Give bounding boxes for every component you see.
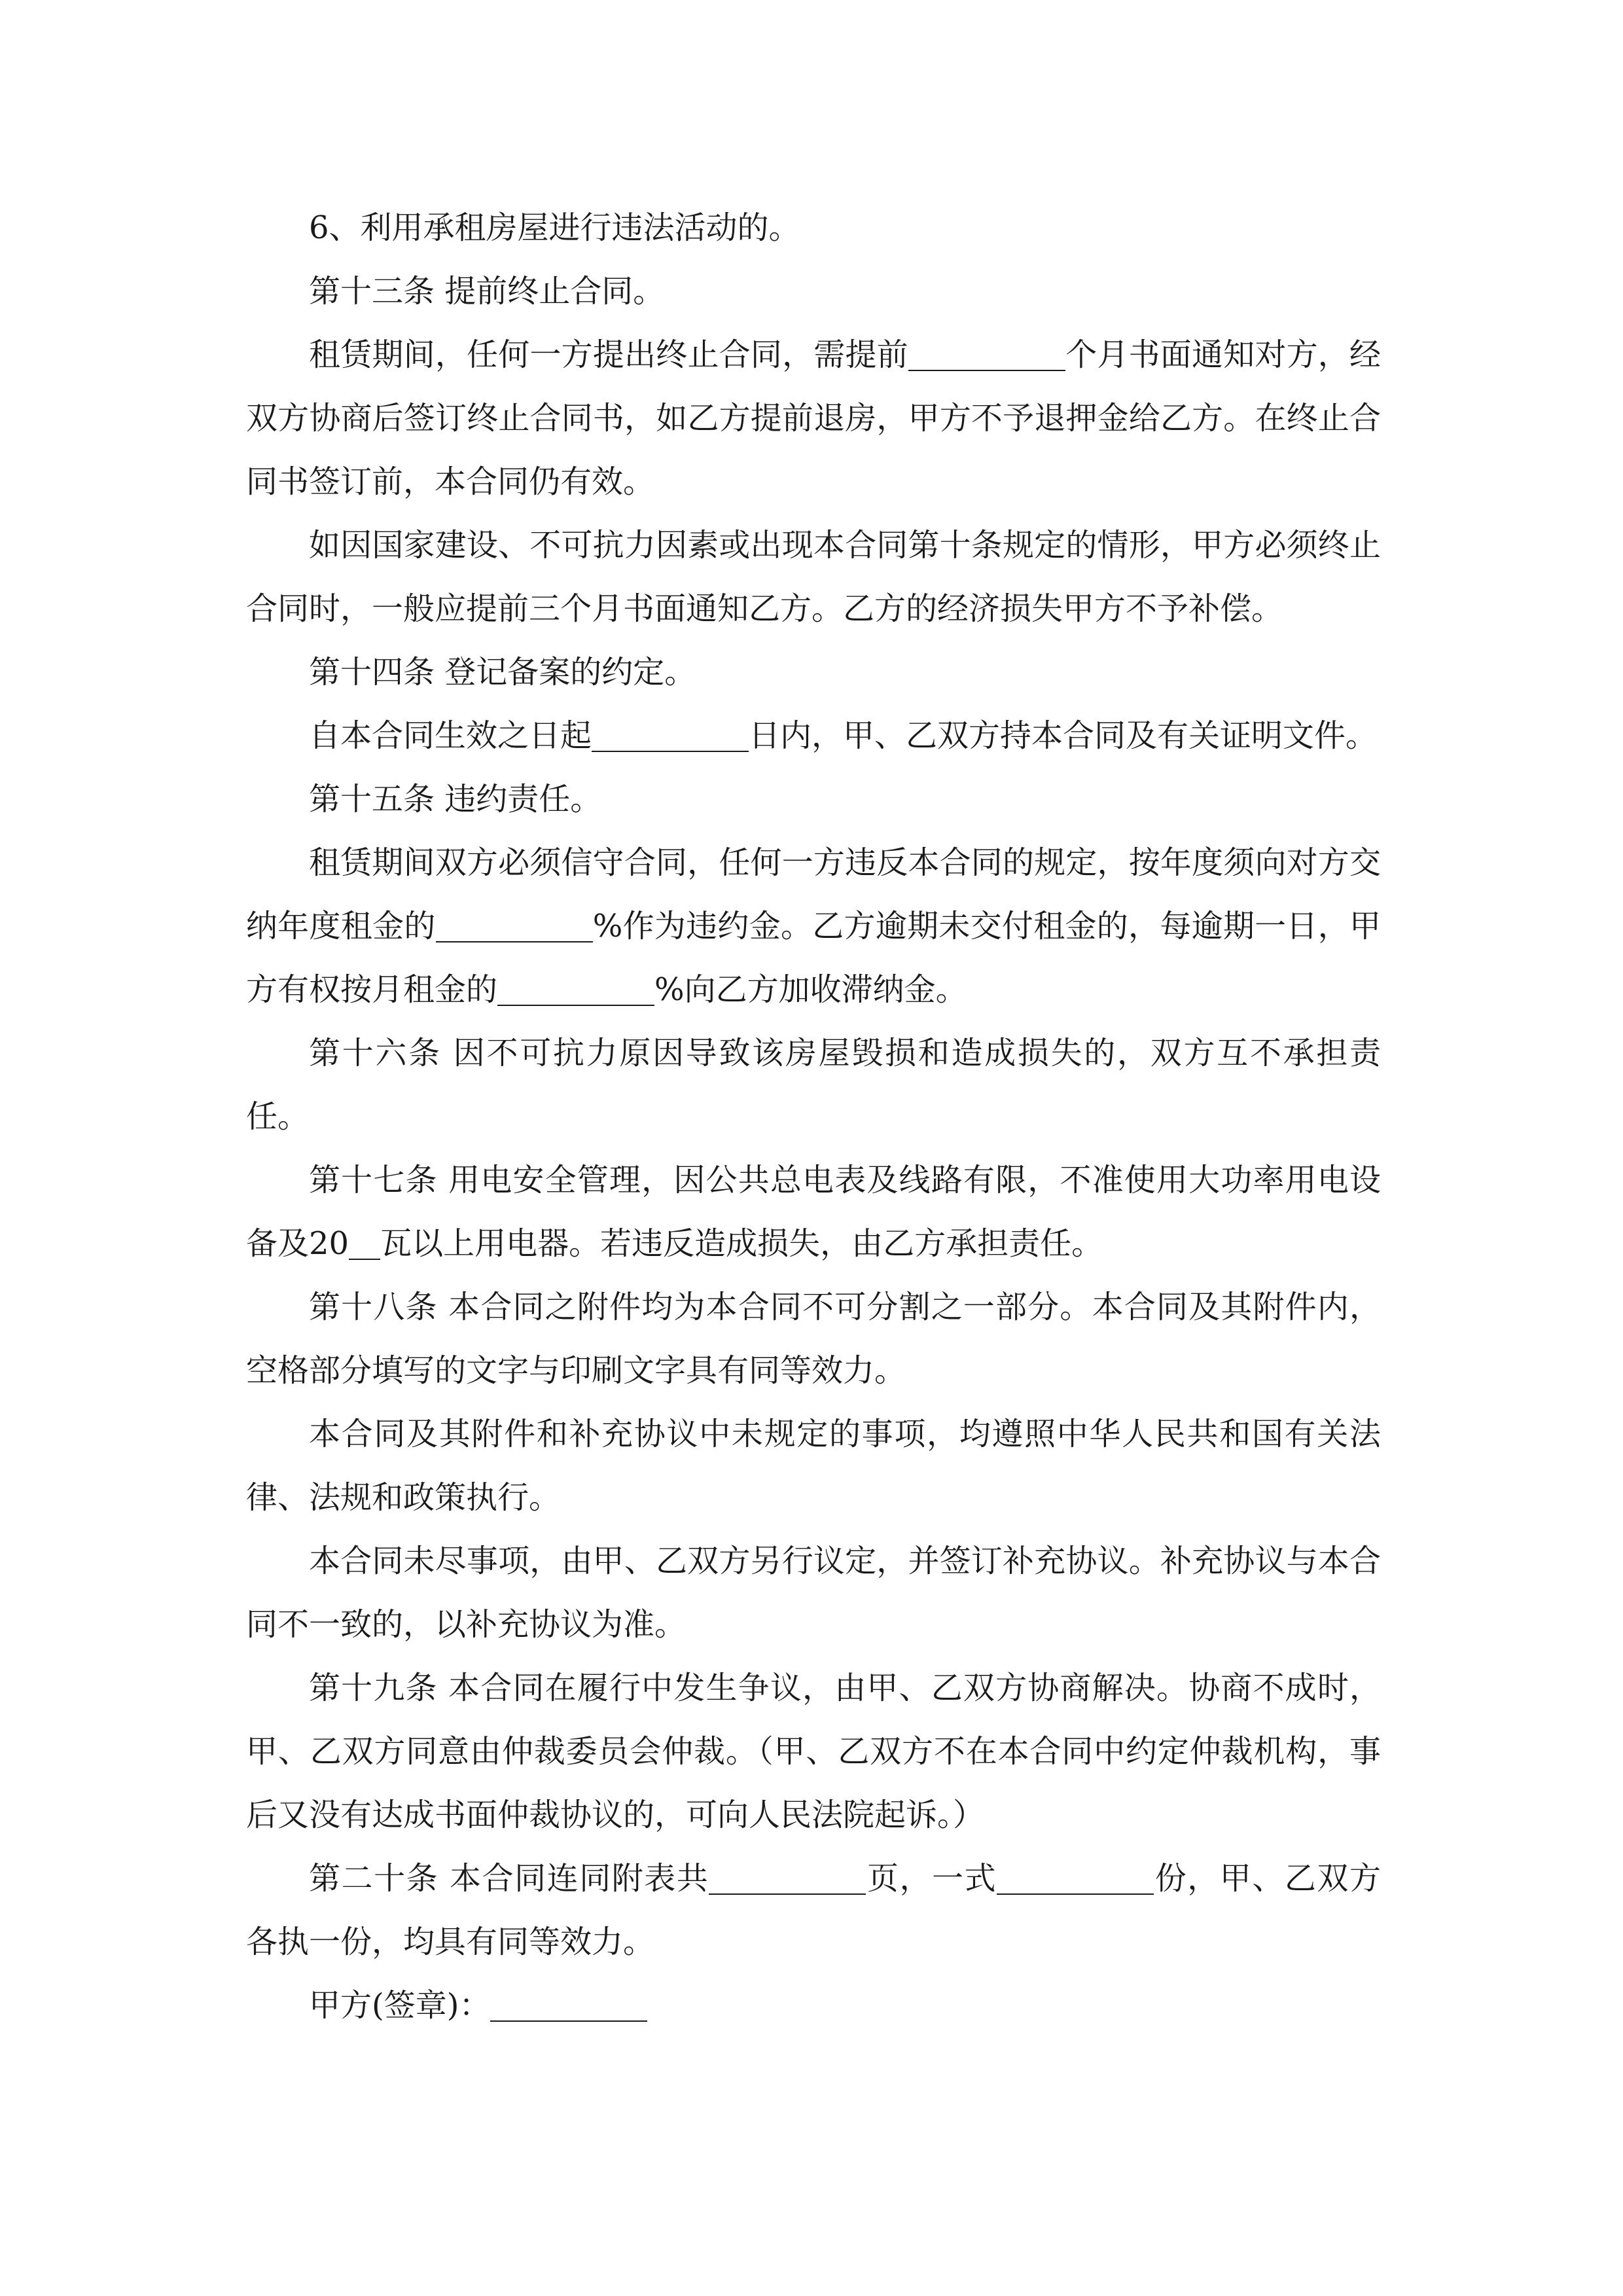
contract-paragraph-p5	[246, 641, 1381, 704]
paragraph-text: 自本合同生效之日起	[309, 717, 592, 754]
contract-paragraph-p3	[246, 323, 1381, 514]
paragraph-text: 本合同未尽事项，由甲、乙双方另行议定，并签订补充协议。补充协议与本合同不一致的，以补充协议为准。	[246, 1543, 1381, 1643]
contract-paragraph-p7	[246, 768, 1381, 831]
paragraph-text: 第十八条 本合同之附件均为本合同不可分割之一部分。本合同及其附件内，空格部分填写的文字与印刷文字具有同等效力。	[246, 1289, 1381, 1389]
paragraph-text: 租赁期间双方必须信守合同，任何一方违反本合同的规定，按年度须向对方交纳年度租金的	[246, 844, 1381, 944]
contract-paragraph-p2	[246, 260, 1381, 323]
fill-in-blank	[436, 908, 593, 942]
contract-paragraph-p14	[246, 1657, 1381, 1847]
paragraph-text: %作为违约金。乙方逾期未交付租金的，每逾期一日，甲方有权按月租金的	[246, 908, 1381, 1008]
paragraph-text: 瓦以上用电器。若违反造成损失，由乙方承担责任。	[380, 1225, 1103, 1262]
contract-paragraph-p6	[246, 704, 1381, 768]
paragraph-text: 第十五条 违约责任。	[309, 781, 602, 817]
paragraph-text: 如因国家建设、不可抗力因素或出现本合同第十条规定的情形，甲方必须终止合同时，一般应提前三个月书面通知乙方。乙方的经济损失甲方不予补偿。	[246, 527, 1381, 627]
paragraph-text: 第二十条 本合同连同附表共	[309, 1860, 709, 1897]
contract-paragraph-p16	[246, 1974, 1381, 2037]
paragraph-text: 页，一式	[866, 1860, 997, 1897]
fill-in-blank	[908, 336, 1065, 370]
paragraph-text: 6、利用承租房屋进行违法活动的。	[309, 209, 800, 246]
paragraph-text: 个月书面通知对方，经双方协商后签订终止合同书，如乙方提前退房，甲方不予退押金给乙方。在终止合同书签订前，本合同仍有效。	[246, 336, 1381, 500]
contract-paragraph-p4	[246, 514, 1381, 641]
paragraph-text: 本合同及其附件和补充协议中未规定的事项，均遵照中华人民共和国有关法律、法规和政策执行。	[246, 1416, 1381, 1516]
fill-in-blank	[490, 1987, 647, 2021]
contract-paragraph-p8	[246, 831, 1381, 1022]
paragraph-text: 第十三条 提前终止合同。	[309, 273, 665, 310]
fill-in-blank	[997, 1860, 1154, 1894]
paragraph-text: %向乙方加收滞纳金。	[654, 971, 967, 1008]
paragraph-text: 第十六条 因不可抗力原因导致该房屋毁损和造成损失的，双方互不承担责任。	[246, 1035, 1381, 1135]
fill-in-blank	[709, 1860, 866, 1894]
fill-in-blank	[592, 717, 749, 751]
fill-in-blank	[349, 1225, 380, 1259]
contract-paragraph-p15	[246, 1847, 1381, 1974]
contract-body	[246, 196, 1381, 2037]
contract-paragraph-p10	[246, 1149, 1381, 1276]
contract-paragraph-p12	[246, 1403, 1381, 1530]
fill-in-blank	[497, 971, 654, 1005]
contract-paragraph-p13	[246, 1530, 1381, 1657]
paragraph-text: 租赁期间，任何一方提出终止合同，需提前	[309, 336, 908, 373]
paragraph-text: 第十七条 用电安全管理，因公共总电表及线路有限，不准使用大功率用电设备及20	[246, 1162, 1381, 1262]
paragraph-text: 日内，甲、乙双方持本合同及有关证明文件。	[749, 717, 1378, 754]
paragraph-text: 份，甲、乙双方各执一份，均具有同等效力。	[246, 1860, 1381, 1960]
contract-paragraph-p11	[246, 1276, 1381, 1403]
contract-paragraph-p1	[246, 196, 1381, 260]
paragraph-text: 第十九条 本合同在履行中发生争议，由甲、乙双方协商解决。协商不成时，甲、乙双方同意由仲裁委员会仲裁。（甲、乙双方不在本合同中约定仲裁机构，事后又没有达成书面仲裁协议的，可向人民法院起诉。）	[246, 1670, 1381, 1833]
paragraph-text: 第十四条 登记备案的约定。	[309, 654, 696, 691]
contract-paragraph-p9	[246, 1022, 1381, 1149]
paragraph-text: 甲方(签章)：	[309, 1987, 491, 2024]
